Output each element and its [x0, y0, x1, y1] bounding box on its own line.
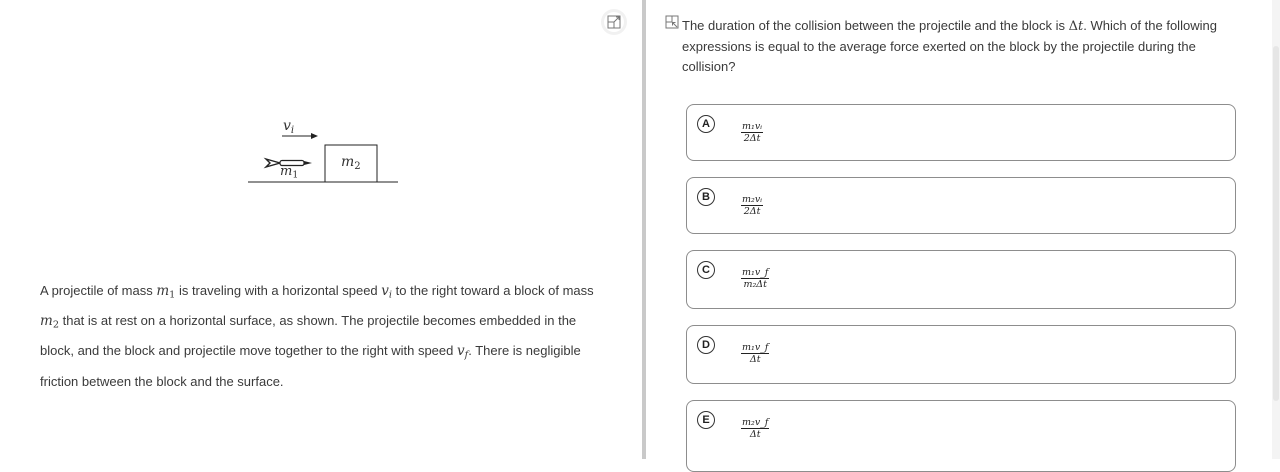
block-label: $m_2$ [341, 154, 361, 172]
option-letter-c: C [697, 261, 715, 279]
option-letter-e: E [697, 411, 715, 429]
collapse-button[interactable] [662, 12, 682, 32]
answer-option-d[interactable] [686, 325, 1236, 384]
answer-option-e[interactable] [686, 400, 1236, 472]
answer-option-a[interactable] [686, 104, 1236, 161]
option-letter-d: D [697, 336, 715, 354]
answer-option-b[interactable] [686, 177, 1236, 234]
projectile-label: $m_1$ [280, 164, 299, 181]
expand-button[interactable] [604, 12, 624, 32]
expand-icon [607, 15, 621, 29]
collision-diagram [240, 112, 410, 192]
option-b-expression: $\frac{\text{m₂vᵢ}}{2\Delta t}$ [742, 194, 763, 217]
answer-option-c[interactable] [686, 250, 1236, 309]
scrollbar-thumb[interactable] [1273, 46, 1279, 401]
collapse-icon [665, 15, 679, 29]
option-d-expression: $\frac{\text{m₁v\_f}}{\Delta t}$ [742, 342, 769, 365]
question-stimulus-text: A projectile of mass $m_1$ is traveling with a horizontal speed $v_i$ to the right toward a block of mass $m_2$ that is at rest on a horizontal surface, as shown. The projectile becomes embedded in the block, and the block and projectile move together to the right with speed $v_f$. There is negligible friction between the block and the surface. [40, 283, 594, 389]
diagram-drawing [240, 112, 410, 192]
option-a-expression: $\frac{\text{m₁vᵢ}}{2\Delta t}$ [742, 121, 763, 144]
velocity-label: $v_i$ [283, 118, 295, 136]
option-c-expression: $\frac{\text{m₁v\_f}}{\text{m₂Δt}}$ [742, 267, 769, 290]
option-letter-b: B [697, 188, 715, 206]
question-text: The duration of the collision between the projectile and the block is Δt. Which of the following expressions is equal to the average force exerted on the block by the projectile during the collision? [682, 18, 1217, 74]
pane-divider[interactable] [642, 0, 646, 459]
option-e-expression: $\frac{\text{m₂v\_f}}{\Delta t}$ [742, 417, 769, 440]
option-letter-a: A [697, 115, 715, 133]
stimulus-pane [0, 0, 642, 459]
